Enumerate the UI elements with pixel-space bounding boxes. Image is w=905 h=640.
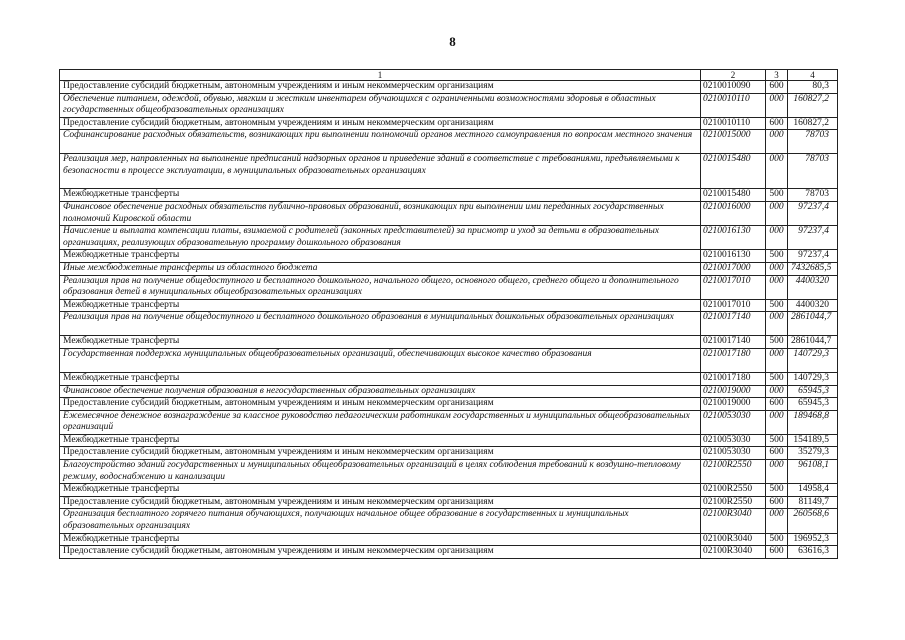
row-target-code: 0210017180 [701,372,766,385]
table-row [60,226,838,250]
row-expense-group: 500 [766,299,788,312]
table-row [60,275,838,299]
row-amount: 2861044,7 [788,312,838,336]
row-target-code: 02100R2550 [701,460,766,484]
row-description: Межбюджетные трансферты [60,372,701,385]
row-amount: 160827,2 [788,93,838,117]
row-description: Обеспечение питанием, одеждой, обувью, мягким и жестким инвентарем обучающихся с ограниченными возможностями здоровья в областных государственных общеобразовательных организациях [60,93,701,117]
row-target-code: 0210010110 [701,117,766,130]
table-row [60,81,838,94]
row-expense-group: 500 [766,484,788,497]
row-expense-group: 600 [766,496,788,509]
row-description: Реализация прав на получение общедоступного и бесплатного дошкольного образования в муниципальных дошкольных образовательных организациях [60,312,701,336]
table-row [60,336,838,349]
table-row [60,201,838,225]
row-expense-group: 500 [766,533,788,546]
row-target-code: 0210053030 [701,410,766,434]
row-target-code: 0210017010 [701,299,766,312]
table-row [60,189,838,202]
row-description: Предоставление субсидий бюджетным, автономным учреждениям и иным некоммерческим организациям [60,398,701,411]
table-row [60,398,838,411]
row-target-code: 02100R3040 [701,546,766,559]
row-amount: 65945,3 [788,385,838,398]
table-row [60,509,838,533]
row-target-code: 02100R3040 [701,509,766,533]
row-target-code: 0210019000 [701,398,766,411]
table-row [60,312,838,336]
row-expense-group: 600 [766,546,788,559]
table-row [60,299,838,312]
row-description: Организация бесплатного горячего питания обучающихся, получающих начальное общее образование в государственных и муниципальных образовательных организациях [60,509,701,533]
row-expense-group: 000 [766,410,788,434]
row-description: Государственная поддержка муниципальных общеобразовательных организаций, обеспечивающих высокое качество образования [60,348,701,372]
row-amount: 96108,1 [788,460,838,484]
row-amount: 78703 [788,154,838,189]
row-description: Реализация прав на получение общедоступного и бесплатного дошкольного, начального общего, основного общего, среднего общего и дополнительного образования детей в муниципальных общеобразовательных организациях [60,275,701,299]
row-expense-group: 500 [766,372,788,385]
row-expense-group: 000 [766,509,788,533]
row-description: Реализация мер, направленных на выполнение предписаний надзорных органов и приведение зданий в соответствие с требованиями, предъявляемыми к безопасности в процессе эксплуатации, в муниципальных образовательных организациях [60,154,701,189]
row-description: Межбюджетные трансферты [60,189,701,202]
row-target-code: 0210015480 [701,189,766,202]
budget-table [59,69,838,559]
row-expense-group: 000 [766,226,788,250]
budget-table-body [60,70,838,559]
table-row [60,496,838,509]
row-expense-group: 600 [766,398,788,411]
row-description: Предоставление субсидий бюджетным, автономным учреждениям и иным некоммерческим организациям [60,546,701,559]
row-amount: 81149,7 [788,496,838,509]
table-header-row [60,70,838,81]
row-amount: 35279,3 [788,447,838,460]
row-amount: 97237,4 [788,201,838,225]
row-expense-group: 000 [766,348,788,372]
row-target-code: 0210053030 [701,447,766,460]
row-target-code: 02100R2550 [701,496,766,509]
row-target-code: 0210016130 [701,226,766,250]
header-col-4: 4 [788,70,838,81]
row-amount: 78703 [788,130,838,154]
table-row [60,250,838,263]
row-target-code: 0210017000 [701,262,766,275]
row-description: Предоставление субсидий бюджетным, автономным учреждениям и иным некоммерческим организациям [60,117,701,130]
row-description: Начисление и выплата компенсации платы, взимаемой с родителей (законных представителей) за присмотр и уход за детьми в образовательных организациях, реализующих образовательную программу дошкольного образования [60,226,701,250]
row-target-code: 0210015480 [701,154,766,189]
row-expense-group: 500 [766,250,788,263]
row-target-code: 0210016130 [701,250,766,263]
row-amount: 4400320 [788,299,838,312]
row-amount: 189468,8 [788,410,838,434]
table-row [60,546,838,559]
row-expense-group: 600 [766,447,788,460]
table-row [60,447,838,460]
row-description: Межбюджетные трансферты [60,299,701,312]
row-amount: 140729,3 [788,348,838,372]
row-expense-group: 000 [766,460,788,484]
row-target-code: 0210010090 [701,81,766,94]
row-expense-group: 500 [766,434,788,447]
table-row [60,130,838,154]
row-expense-group: 000 [766,154,788,189]
row-amount: 63616,3 [788,546,838,559]
row-description: Предоставление субсидий бюджетным, автономным учреждениям и иным некоммерческим организациям [60,496,701,509]
row-description: Предоставление субсидий бюджетным, автономным учреждениям и иным некоммерческим организациям [60,447,701,460]
row-expense-group: 000 [766,385,788,398]
row-description: Софинансирование расходных обязательств, возникающих при выполнении полномочий органов местного самоуправления по вопросам местного значения [60,130,701,154]
row-amount: 7432685,5 [788,262,838,275]
row-target-code: 0210053030 [701,434,766,447]
row-description: Межбюджетные трансферты [60,533,701,546]
row-expense-group: 000 [766,130,788,154]
row-amount: 196952,3 [788,533,838,546]
row-target-code: 02100R2550 [701,484,766,497]
row-expense-group: 500 [766,189,788,202]
table-row [60,484,838,497]
row-target-code: 0210015000 [701,130,766,154]
header-col-3: 3 [766,70,788,81]
table-row [60,385,838,398]
row-target-code: 0210019000 [701,385,766,398]
row-target-code: 0210017140 [701,312,766,336]
table-row [60,372,838,385]
row-description: Финансовое обеспечение получения образования в негосударственных образовательных организациях [60,385,701,398]
row-amount: 2861044,7 [788,336,838,349]
row-target-code: 0210017010 [701,275,766,299]
row-description: Предоставление субсидий бюджетным, автономным учреждениям и иным некоммерческим организациям [60,81,701,94]
row-amount: 14958,4 [788,484,838,497]
page-number: 8 [449,34,456,49]
row-amount: 65945,3 [788,398,838,411]
row-amount: 154189,5 [788,434,838,447]
row-description: Межбюджетные трансферты [60,484,701,497]
table-row [60,348,838,372]
row-amount: 260568,6 [788,509,838,533]
row-amount: 97237,4 [788,226,838,250]
row-expense-group: 600 [766,117,788,130]
row-expense-group: 000 [766,262,788,275]
row-description: Ежемесячное денежное вознаграждение за классное руководство педагогическим работникам государственных и муниципальных общеобразовательных организаций [60,410,701,434]
row-description: Межбюджетные трансферты [60,336,701,349]
row-amount: 80,3 [788,81,838,94]
row-expense-group: 500 [766,336,788,349]
table-row [60,533,838,546]
row-description: Благоустройство зданий государственных и муниципальных общеобразовательных организаций в целях соблюдения требований к воздушно-тепловому режиму, водоснабжению и канализации [60,460,701,484]
row-target-code: 0210016000 [701,201,766,225]
row-description: Финансовое обеспечение расходных обязательств публично-правовых образований, возникающих при выполнении ими переданных государственных полномочий Кировской области [60,201,701,225]
row-expense-group: 000 [766,201,788,225]
row-expense-group: 000 [766,275,788,299]
table-row [60,93,838,117]
row-amount: 97237,4 [788,250,838,263]
table-row [60,154,838,189]
row-amount: 78703 [788,189,838,202]
row-expense-group: 000 [766,312,788,336]
header-col-2: 2 [701,70,766,81]
table-row [60,434,838,447]
header-col-1: 1 [60,70,701,81]
row-amount: 160827,2 [788,117,838,130]
table-row [60,117,838,130]
row-amount: 140729,3 [788,372,838,385]
row-description: Иные межбюджетные трансферты из областного бюджета [60,262,701,275]
row-expense-group: 000 [766,93,788,117]
row-target-code: 0210010110 [701,93,766,117]
row-target-code: 02100R3040 [701,533,766,546]
row-target-code: 0210017180 [701,348,766,372]
row-amount: 4400320 [788,275,838,299]
row-target-code: 0210017140 [701,336,766,349]
table-row [60,460,838,484]
table-row [60,410,838,434]
table-row [60,262,838,275]
row-description: Межбюджетные трансферты [60,434,701,447]
row-description: Межбюджетные трансферты [60,250,701,263]
row-expense-group: 600 [766,81,788,94]
